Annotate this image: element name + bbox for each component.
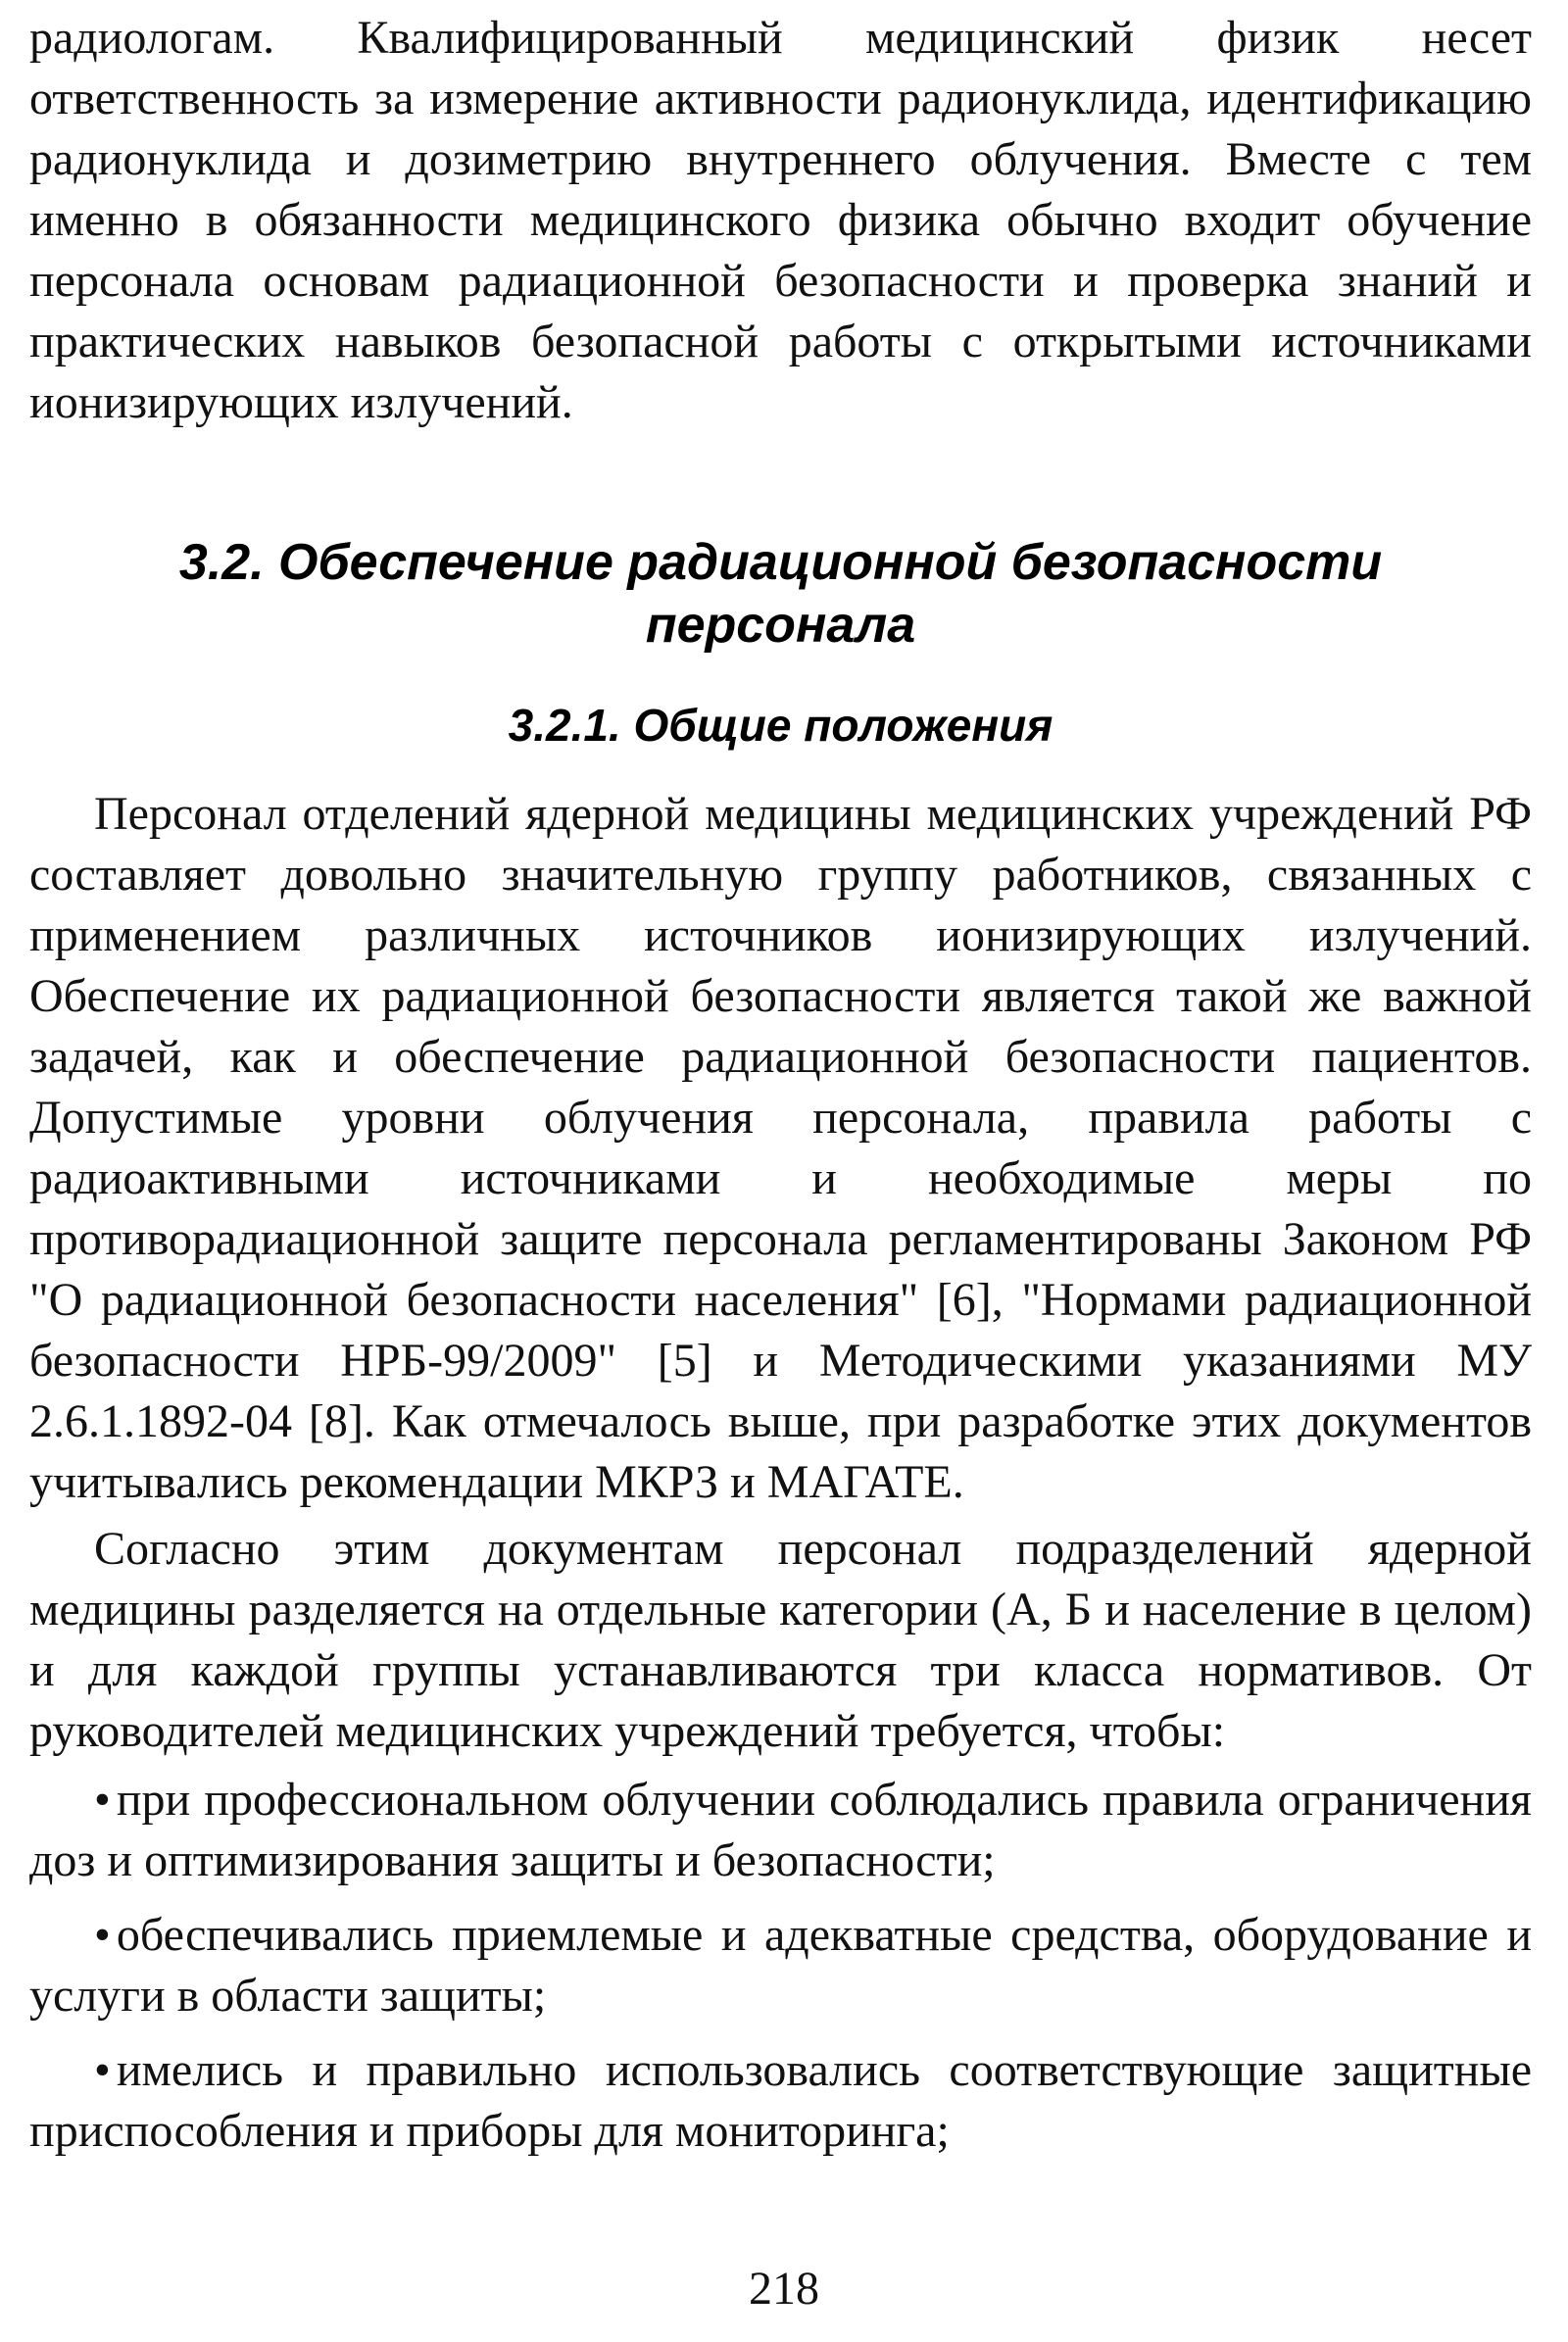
list-item-text: имелись и правильно использовались соответствующие защитные приспособления и приборы для мониторинга; bbox=[29, 2044, 1532, 2157]
section-heading-line-1: 3.2. Обеспечение радиационной безопасности bbox=[178, 534, 1383, 591]
list-item-text: обеспечивались приемлемые и адекватные средства, оборудование и услуги в области защиты; bbox=[29, 1909, 1532, 2022]
requirements-list bbox=[29, 1770, 1532, 2162]
list-item bbox=[29, 1770, 1532, 1891]
opening-paragraph: радиологам. Квалифицированный медицинский физик несет ответственность за измерение активности радионуклида, идентификацию радионуклида и дозиметрию внутреннего облучения. Вместе с тем именно в обязанности медицинского физика обычно входит обучение персонала основам радиационной безопасности и проверка знаний и практических навыков безопасной работы с открытыми источниками ионизирующих излучений. bbox=[29, 12, 1532, 428]
body-paragraph-1: Персонал отделений ядерной медицины медицинских учреждений РФ составляет довольно значительную группу работников, связанных с применением различных источников ионизирующих излучений. Обеспечение их радиационной безопасности является такой же важной задачей, как и обеспечение радиационной безопасности пациентов. Допустимые уровни облучения персонала, правила работы с радиоактивными источниками и необходимые меры по противорадиационной защите персонала регламентированы Законом РФ "О радиационной безопасности населения" [6], "Нормами радиационной безопасности НРБ-99/2009" [5] и Методическими указаниями МУ 2.6.1.1892-04 [8]. Как отмечалось выше, при разработке этих документов учитывались рекомендации МКРЗ и МАГАТЕ. bbox=[29, 788, 1532, 1508]
body-paragraph-2: Согласно этим документам персонал подразделений ядерной медицины разделяется на отдельные категории (А, Б и население в целом) и для каждой группы устанавливаются три класса нормативов. От руководителей медицинских учреждений требуется, чтобы: bbox=[29, 1523, 1532, 1757]
bullet-icon: • bbox=[94, 1774, 111, 1826]
list-item-text: при профессиональном облучении соблюдались правила ограничения доз и оптимизирования защиты и безопасности; bbox=[29, 1774, 1532, 1886]
list-item bbox=[29, 1905, 1532, 2026]
bullet-icon: • bbox=[94, 2044, 111, 2096]
list-item bbox=[29, 2040, 1532, 2162]
section-heading-line-2: персонала bbox=[645, 597, 916, 654]
page-number: 218 bbox=[749, 2263, 819, 2315]
subsection-heading: 3.2.1. Общие положения bbox=[508, 700, 1054, 751]
document-page bbox=[29, 8, 1532, 2175]
bullet-icon: • bbox=[94, 1909, 111, 1961]
section-heading bbox=[29, 531, 1532, 657]
